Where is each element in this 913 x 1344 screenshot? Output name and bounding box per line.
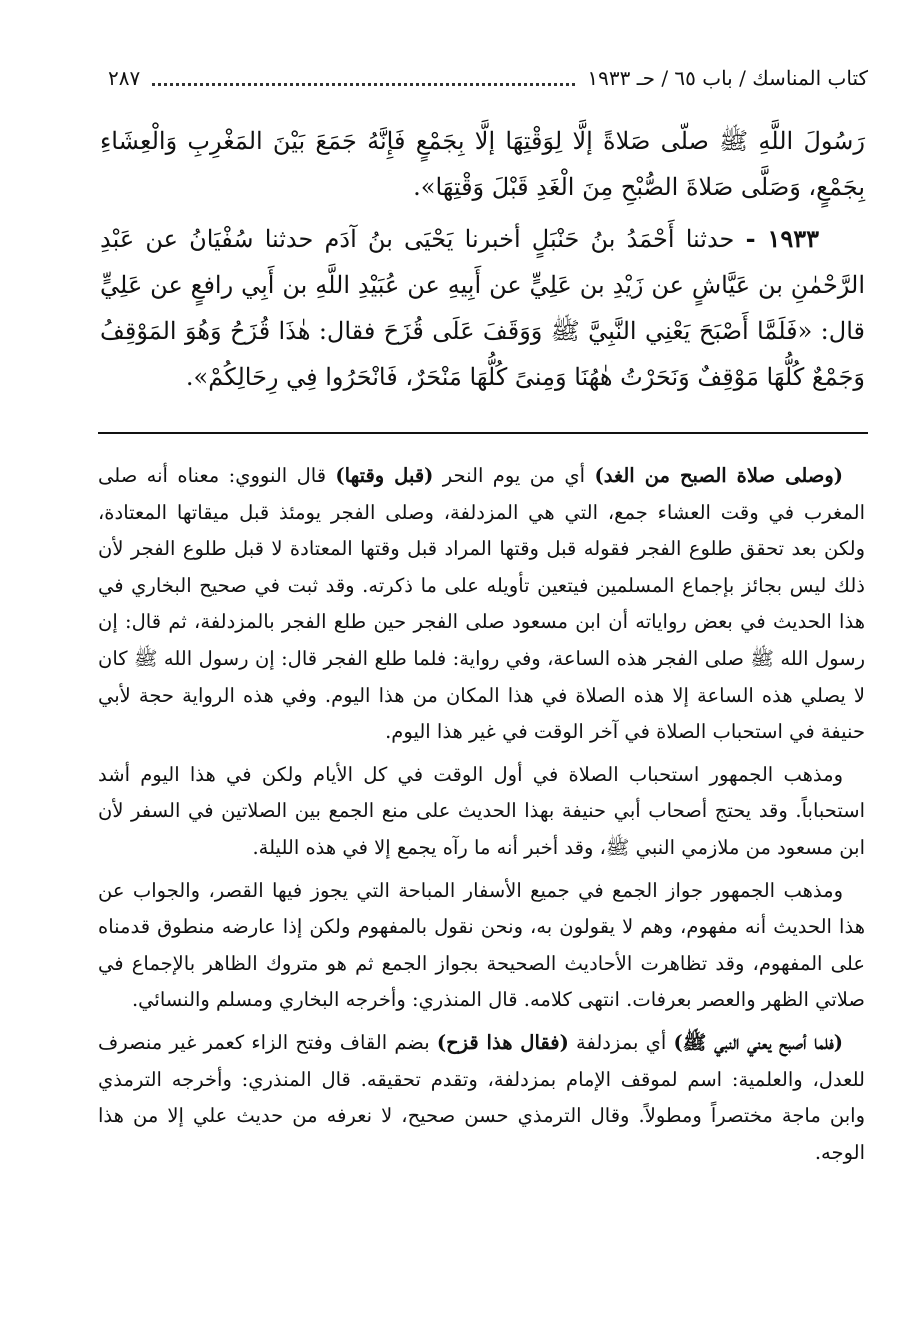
page-header — [108, 60, 868, 96]
commentary-paragraph — [98, 458, 865, 751]
page-number: ٢٨٧ — [108, 66, 141, 90]
hadith-text — [100, 118, 865, 400]
commentary-paragraph: ومذهب الجمهور جواز الجمع في جميع الأسفار المباحة التي يجوز فيها القصر، والجواب عن هذا الحديث أنه مفهوم، وهم لا يقولون به، ونحن نقول بالمفهوم ولكن إذا عارضه منطوق قدمناه على المفهوم، وقد تظاهرت الأحاديث الصحيحة بجواز الجمع ثم هو متروك الظاهر بالإجماع في صلاتي الظهر والعصر بعرفات. انتهى كلامه. قال المنذري: وأخرجه البخاري ومسلم والنسائي. — [98, 878, 865, 1012]
hadith-1933 — [100, 216, 865, 400]
commentary-lemma: (وصلى صلاة الصبح من الغد) — [594, 464, 843, 487]
commentary-text: أي بمزدلفة — [568, 1030, 674, 1054]
commentary-text: أي من يوم النحر — [433, 464, 595, 487]
dotted-leader — [152, 83, 575, 86]
running-title: كتاب المناسك / باب ٦٥ / حـ ١٩٣٣ — [587, 66, 868, 90]
commentary-paragraph: ومذهب الجمهور استحباب الصلاة في أول الوقت في كل الأيام ولكن في هذا اليوم أشد استحباباً. وقد يحتج أصحاب أبي حنيفة بهذا الحديث على منع الجمع بين الصلاتين في السفر لأن ابن مسعود من ملازمي النبي ﷺ، وقد أخبر أنه ما رآه يجمع إلا في هذه الليلة. — [98, 762, 865, 859]
commentary-lemma: (فلما أصبح يعني النبي ﷺ) — [673, 1030, 843, 1054]
hadith-continuation: رَسُولَ اللَّهِ ﷺ صلّى صَلاةً إلَّا لِوَقْتِهَا إلَّا بِجَمْعٍ فَإِنَّهُ جَمَعَ بَيْنَ المَغْرِبِ وَالْعِشَاءِ بِجَمْعٍ، وَصَلَّى صَلاةَ الصُّبْحِ مِنَ الْغَدِ قَبْلَ وَقْتِهَا». — [100, 127, 865, 201]
commentary-text: قال النووي: معناه أنه صلى المغرب في وقت العشاء جمع، التي هي المزدلفة، وصلى الفجر يومئذ قبل ميقاتها المعتادة، ولكن بعد تحقق طلوع الفجر فقوله قبل وقتها المراد قبل وقتها المعتادة لا قبل طلوع الفجر لأن ذلك ليس بجائز بإجماع المسلمين فيتعين تأويله على ما ذكرته. وقد ثبت في صحيح البخاري في هذا الحديث في بعض رواياته أن ابن مسعود صلى الفجر حين طلع الفجر بالمزدلفة، ثم قال: إن رسول الله ﷺ صلى الفجر هذه الساعة، وفي رواية: فلما طلع الفجر قال: إن رسول الله ﷺ كان لا يصلي هذه الساعة إلا هذه الصلاة في هذا المكان من هذا اليوم. وفي هذه الرواية حجة لأبي حنيفة في استحباب الصلاة في آخر الوقت في غير هذا اليوم. — [98, 464, 866, 744]
commentary-paragraph — [98, 1025, 865, 1171]
hadith-body: حدثنا أَحْمَدُ بنُ حَنْبَلٍ أخبرنا يَحْيَى بنُ آدَم حدثنا سُفْيَانُ عن عَبْدِ الرَّحْمٰنِ بن عَيَّاشٍ عن زَيْدِ بن عَلِيٍّ عن أَبِيهِ عن عُبَيْدِ اللَّهِ بن أَبِي رافعٍ عن عَلِيٍّ قال: «فَلَمَّا أَصْبَحَ يَعْنِي النَّبِيَّ ﷺ وَوَقَفَ عَلَى قُزَحَ فقال: هٰذَا قُزَحُ وَهُوَ المَوْقِفُ وَجَمْعٌ كُلُّهَا مَوْقِفٌ وَنَحَرْتُ هٰهُنَا وَمِنىً كُلُّهَا مَنْحَرٌ، فَانْحَرُوا فِي رِحَالِكُمْ». — [100, 225, 865, 391]
commentary-lemma: (فقال هذا قزح) — [436, 1030, 569, 1054]
commentary-text: بضم القاف وفتح الزاء كعمر غير منصرف للعدل، والعلمية: اسم لموقف الإمام بمزدلفة، وتقدم تحقيقه. قال المنذري: وأخرجه الترمذي وابن ماجة مختصراً ومطولاً. وقال الترمذي حسن صحيح، لا نعرفه من حديث علي إلا من هذا الوجه. — [98, 1030, 865, 1164]
commentary-lemma: (قبل وقتها) — [335, 464, 434, 487]
footnote-divider — [98, 432, 868, 434]
commentary — [98, 458, 865, 1177]
hadith-number: ١٩٣٣ - — [745, 224, 820, 253]
